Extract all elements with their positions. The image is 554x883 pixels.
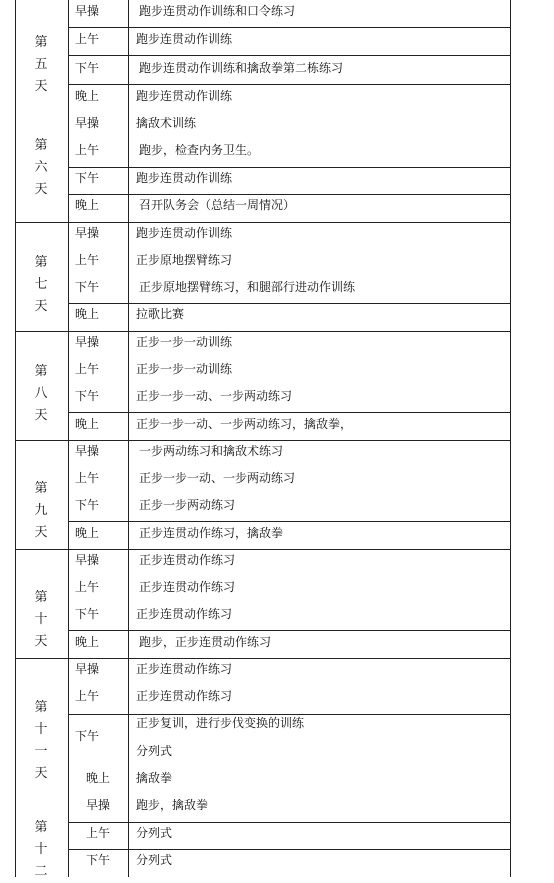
activity-cell: 一步两动练习和擒敌术练习 xyxy=(139,444,284,458)
activity-cell: 跑步，正步连贯动作练习 xyxy=(139,635,272,649)
time-cell: 上午 xyxy=(75,253,100,267)
time-cell: 早操 xyxy=(75,4,100,18)
activity-cell: 分列式 xyxy=(136,826,173,840)
activity-cell: 擒敌术训练 xyxy=(136,116,197,130)
day-char: 天 xyxy=(34,182,48,197)
row-separator xyxy=(68,630,511,631)
activity-cell: 跑步连贯动作训练和擒敌拳第二栋练习 xyxy=(139,61,344,75)
time-cell: 上午 xyxy=(75,689,100,703)
time-cell: 上午 xyxy=(75,32,100,46)
time-cell: 晚上 xyxy=(75,89,100,103)
day-char: 六 xyxy=(34,160,48,175)
day-char: 九 xyxy=(34,503,48,518)
day-separator xyxy=(15,331,511,332)
time-cell: 上午 xyxy=(75,471,100,485)
day-char: 十 xyxy=(34,842,48,857)
time-cell: 早操 xyxy=(75,444,100,458)
activity-cell: 正步连贯动作练习 xyxy=(136,607,233,621)
activity-cell: 跑步连贯动作训练和口令练习 xyxy=(139,4,296,18)
activity-cell: 擒敌拳 xyxy=(136,771,173,785)
time-column-divider xyxy=(68,0,69,877)
activity-cell: 正步连贯动作练习 xyxy=(139,580,236,594)
day-label-12 xyxy=(31,817,51,883)
time-cell: 早操 xyxy=(75,553,100,567)
day-char: 第 xyxy=(34,700,48,715)
day-char: 第 xyxy=(34,481,48,496)
table-right-border xyxy=(510,0,511,877)
day-char: 二 xyxy=(34,864,48,879)
day-char: 第 xyxy=(34,364,48,379)
time-cell: 下午 xyxy=(75,389,100,403)
day-char: 一 xyxy=(34,744,48,759)
activity-cell: 正步原地摆臂练习 xyxy=(136,253,233,267)
activity-cell: 正步一步一动训练 xyxy=(136,362,233,376)
time-cell: 上午 xyxy=(75,362,100,376)
day-char: 天 xyxy=(34,408,48,423)
activity-cell: 跑步，检查内务卫生。 xyxy=(139,143,260,157)
activity-cell: 跑步连贯动作训练 xyxy=(136,226,233,240)
activity-cell: 正步一步一动、一步两动练习，擒敌拳， xyxy=(136,417,353,431)
activity-cell: 正步复训，进行步伐变换的训练 xyxy=(136,716,305,730)
day-separator xyxy=(15,658,511,659)
time-cell: 下午 xyxy=(86,853,111,867)
time-cell: 上午 xyxy=(86,826,111,840)
time-cell: 下午 xyxy=(75,607,100,621)
row-separator xyxy=(68,849,511,850)
activity-cell: 分列式 xyxy=(136,853,173,867)
time-cell: 早操 xyxy=(75,335,100,349)
time-cell: 下午 xyxy=(75,171,100,185)
time-cell: 晚上 xyxy=(75,307,100,321)
activity-cell: 跑步连贯动作训练 xyxy=(136,89,233,103)
activity-cell: 跑步连贯动作训练 xyxy=(136,171,233,185)
row-separator xyxy=(68,55,511,56)
activity-cell: 正步原地摆臂练习，和腿部行进动作训练 xyxy=(139,280,356,294)
day-separator xyxy=(15,549,511,550)
day-char: 天 xyxy=(34,79,48,94)
table-left-border xyxy=(15,0,16,877)
activity-cell: 正步一步一动、一步两动练习 xyxy=(139,471,296,485)
activity-cell: 拉歌比赛 xyxy=(136,307,185,321)
day-separator xyxy=(15,440,511,441)
day-label-11 xyxy=(31,697,51,785)
day-char: 天 xyxy=(34,525,48,540)
activity-cell: 召开队务会（总结一周情况） xyxy=(139,198,296,212)
time-cell: 晚上 xyxy=(86,771,111,785)
time-cell: 早操 xyxy=(75,226,100,240)
time-cell: 晚上 xyxy=(75,635,100,649)
activity-cell: 正步一步一动训练 xyxy=(136,335,233,349)
time-cell: 上午 xyxy=(75,143,100,157)
time-cell: 下午 xyxy=(75,61,100,75)
activity-cell: 正步连贯动作练习 xyxy=(136,662,233,676)
time-cell: 下午 xyxy=(75,280,100,294)
activity-cell: 正步一步两动练习 xyxy=(139,498,236,512)
day-char: 天 xyxy=(34,766,48,781)
time-cell: 下午 xyxy=(75,729,100,743)
row-separator xyxy=(68,714,511,715)
time-cell: 下午 xyxy=(75,498,100,512)
row-separator xyxy=(68,167,511,168)
row-separator xyxy=(68,84,511,85)
time-cell: 上午 xyxy=(75,580,100,594)
row-separator xyxy=(68,27,511,28)
day-separator xyxy=(15,222,511,223)
day-char: 十 xyxy=(34,612,48,627)
time-cell: 晚上 xyxy=(75,526,100,540)
day-char: 第 xyxy=(34,590,48,605)
row-separator xyxy=(68,303,511,304)
day-char: 第 xyxy=(34,255,48,270)
day-label-5 xyxy=(31,32,51,98)
row-separator xyxy=(68,822,511,823)
activity-cell: 正步连贯动作练习，擒敌拳 xyxy=(139,526,284,540)
time-cell: 早操 xyxy=(86,798,111,812)
day-char: 八 xyxy=(34,386,48,401)
day-char: 第 xyxy=(34,820,48,835)
activity-cell: 正步连贯动作练习 xyxy=(139,553,236,567)
activity-cell: 正步一步一动、一步两动练习 xyxy=(136,389,293,403)
day-char: 第 xyxy=(34,138,48,153)
content-column-divider xyxy=(128,0,129,877)
day-char: 七 xyxy=(34,277,48,292)
day-label-9 xyxy=(31,478,51,544)
time-cell: 早操 xyxy=(75,662,100,676)
day-char: 天 xyxy=(34,634,48,649)
day-char: 天 xyxy=(34,299,48,314)
activity-cell: 跑步，擒敌拳 xyxy=(136,798,209,812)
day-label-6 xyxy=(31,135,51,201)
activity-cell: 跑步连贯动作训练 xyxy=(136,32,233,46)
day-char: 第 xyxy=(34,35,48,50)
activity-cell: 正步连贯动作练习 xyxy=(136,689,233,703)
day-char: 十 xyxy=(34,722,48,737)
day-char: 五 xyxy=(34,57,48,72)
time-cell: 晚上 xyxy=(75,417,100,431)
day-label-7 xyxy=(31,252,51,318)
time-cell: 早操 xyxy=(75,116,100,130)
activity-cell: 分列式 xyxy=(136,744,173,758)
time-cell: 晚上 xyxy=(75,198,100,212)
row-separator xyxy=(68,194,511,195)
day-label-8 xyxy=(31,361,51,427)
row-separator xyxy=(68,412,511,413)
row-separator xyxy=(68,521,511,522)
day-label-10 xyxy=(31,587,51,653)
